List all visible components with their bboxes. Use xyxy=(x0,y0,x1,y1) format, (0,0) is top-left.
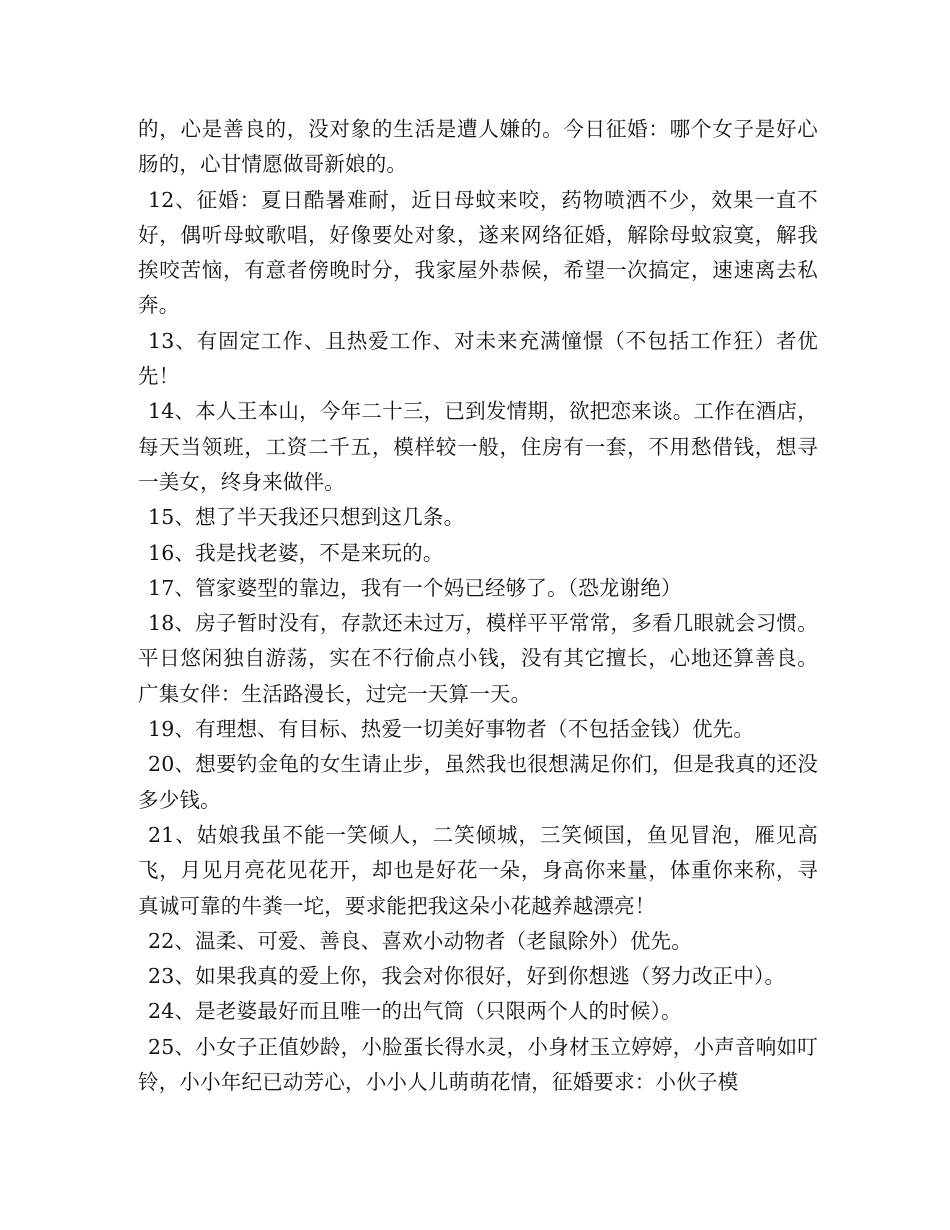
paragraph-item-25: 25、小女子正值妙龄，小脸蛋长得水灵，小身材玉立婷婷，小声音响如叮铃，小小年纪已动芳心，小小人儿萌萌花情，征婚要求：小伙子模 xyxy=(138,1034,818,1095)
paragraph-item-16: 16、我是找老婆，不是来玩的。 xyxy=(148,540,444,565)
paragraph-item-15: 15、想了半天我还只想到这几条。 xyxy=(148,505,465,530)
paragraph-item-22: 22、温柔、可爱、善良、喜欢小动物者（老鼠除外）优先。 xyxy=(148,928,692,953)
paragraph-continuation: 的，心是善良的，没对象的生活是遭人嫌的。今日征婚：哪个女子是好心肠的，心甘情愿做哥新娘的。 xyxy=(138,117,818,177)
paragraph-item-19: 19、有理想、有目标、热爱一切美好事物者（不包括金钱）优先。 xyxy=(148,717,755,742)
paragraph-item-18: 18、房子暂时没有，存款还未过万，模样平平常常，多看几眼就会习惯。平日悠闲独自游荡，实在不行偷点小钱，没有其它擅长，心地还算善良。广集女伴：生活路漫长，过完一天算一天。 xyxy=(138,611,818,706)
paragraph-item-20: 20、想要钓金龟的女生请止步，虽然我也很想满足你们，但是我真的还没多少钱。 xyxy=(138,752,818,812)
document-body xyxy=(138,112,818,1100)
paragraph-item-12: 12、征婚：夏日酷暑难耐，近日母蚊来咬，药物喷洒不少，效果一直不好，偶听母蚊歌唱，好像要处对象，遂来网络征婚，解除母蚊寂寞，解我挨咬苦恼，有意者傍晚时分，我家屋外恭候，希望一次搞定，速速离去私奔。 xyxy=(138,187,818,318)
paragraph-item-13: 13、有固定工作、且热爱工作、对未来充满憧憬（不包括工作狂）者优先！ xyxy=(138,328,818,389)
paragraph-item-21: 21、姑娘我虽不能一笑倾人，二笑倾城，三笑倾国，鱼见冒泡，雁见高飞，月见月亮花见花开，却也是好花一朵，身高你来量，体重你来称，寻真诚可靠的牛粪一坨，要求能把我这朵小花越养越漂亮！ xyxy=(138,822,818,918)
paragraph-item-23: 23、如果我真的爱上你，我会对你很好，好到你想逃（努力改正中）。 xyxy=(148,964,786,989)
paragraph-item-17: 17、管家婆型的靠边，我有一个妈已经够了。（恐龙谢绝） xyxy=(148,575,682,600)
paragraph-item-14: 14、本人王本山，今年二十三，已到发情期，欲把恋来谈。工作在酒店，每天当领班，工资二千五，模样较一般，住房有一套，不用愁借钱，想寻一美女，终身来做伴。 xyxy=(138,399,818,494)
paragraph-item-24: 24、是老婆最好而且唯一的出气筒（只限两个人的时候）。 xyxy=(148,999,682,1024)
